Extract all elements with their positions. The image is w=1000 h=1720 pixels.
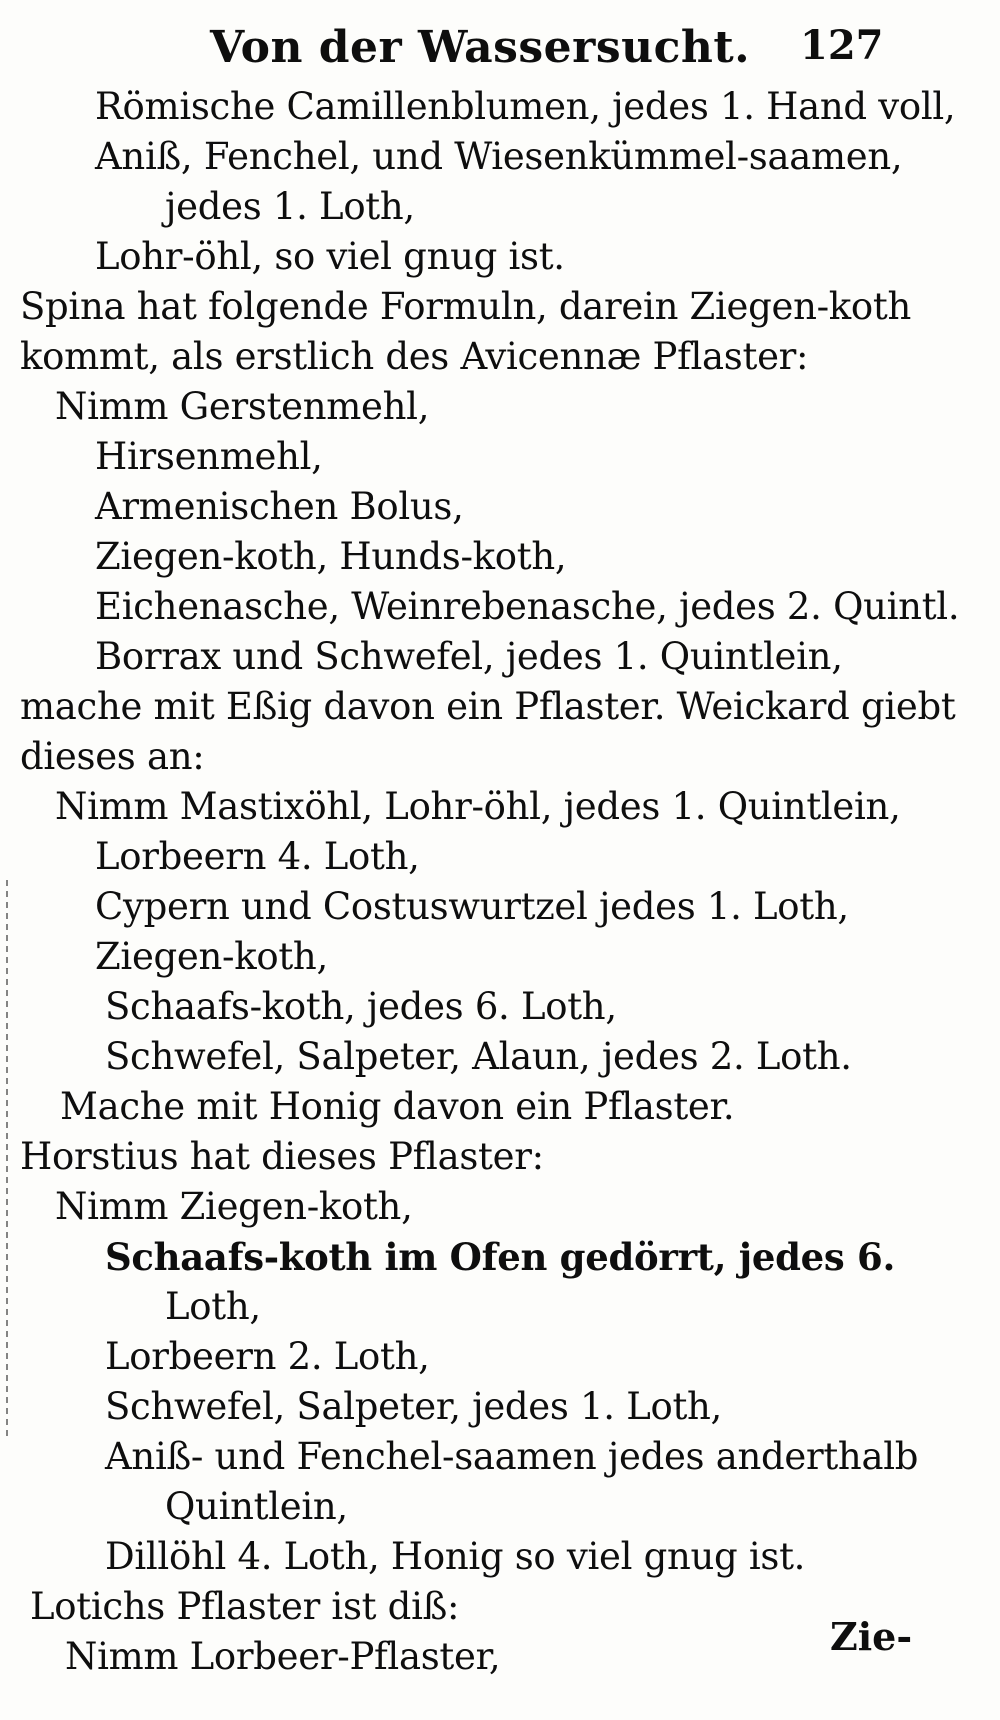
text-line: Nimm Ziegen-koth, <box>55 1185 413 1228</box>
catchword: Zie- <box>830 1614 913 1659</box>
text-line: Dillöhl 4. Loth, Honig so viel gnug ist. <box>105 1535 806 1578</box>
text-line: Spina hat folgende Formuln, darein Ziegen-koth <box>20 285 912 328</box>
text-line: Horstius hat dieses Pflaster: <box>20 1135 544 1178</box>
text-line: Nimm Mastixöhl, Lohr-öhl, jedes 1. Quintlein, <box>55 785 901 828</box>
text-line: Ziegen-koth, <box>95 935 328 978</box>
text-line: Nimm Gerstenmehl, <box>55 385 430 428</box>
text-line: Schwefel, Salpeter, jedes 1. Loth, <box>105 1385 723 1428</box>
text-line: jedes 1. Loth, <box>165 185 415 228</box>
text-line: Schaafs-koth, jedes 6. Loth, <box>105 985 617 1028</box>
page-number: 127 <box>800 22 884 69</box>
text-line: Lotichs Pflaster ist diß: <box>30 1585 460 1628</box>
text-line: Borrax und Schwefel, jedes 1. Quintlein, <box>95 635 843 678</box>
text-line: Römische Camillenblumen, jedes 1. Hand voll, <box>95 85 956 128</box>
text-line: Armenischen Bolus, <box>95 485 464 528</box>
text-line: dieses an: <box>20 735 205 778</box>
text-line: Loth, <box>165 1285 261 1328</box>
text-line: mache mit Eßig davon ein Pflaster. Weickard giebt <box>20 685 956 728</box>
text-line: Cypern und Costuswurtzel jedes 1. Loth, <box>95 885 849 928</box>
text-line: Lorbeern 4. Loth, <box>95 835 420 878</box>
text-line: Schwefel, Salpeter, Alaun, jedes 2. Loth. <box>105 1035 852 1078</box>
text-line: kommt, als erstlich des Avicennæ Pflaster: <box>20 335 809 378</box>
text-line: Quintlein, <box>165 1485 348 1528</box>
text-line: Mache mit Honig davon ein Pflaster. <box>60 1085 735 1128</box>
text-line: Lorbeern 2. Loth, <box>105 1335 430 1378</box>
page-header <box>0 14 1000 74</box>
text-line: Aniß- und Fenchel-saamen jedes anderthalb <box>105 1435 919 1478</box>
text-line: Nimm Lorbeer-Pflaster, <box>65 1635 501 1678</box>
text-line: Hirsenmehl, <box>95 435 323 478</box>
text-line: Aniß, Fenchel, und Wiesenkümmel-saamen, <box>95 135 903 178</box>
text-line: Ziegen-koth, Hunds-koth, <box>95 535 567 578</box>
text-line: Lohr-öhl, so viel gnug ist. <box>95 235 565 278</box>
text-line: Schaafs-koth im Ofen gedörrt, jedes 6. <box>105 1235 896 1279</box>
text-line: Eichenasche, Weinrebenasche, jedes 2. Quintl. <box>95 585 960 628</box>
page-gutter-edge <box>6 880 8 1440</box>
running-title: Von der Wassersucht. <box>210 22 751 73</box>
